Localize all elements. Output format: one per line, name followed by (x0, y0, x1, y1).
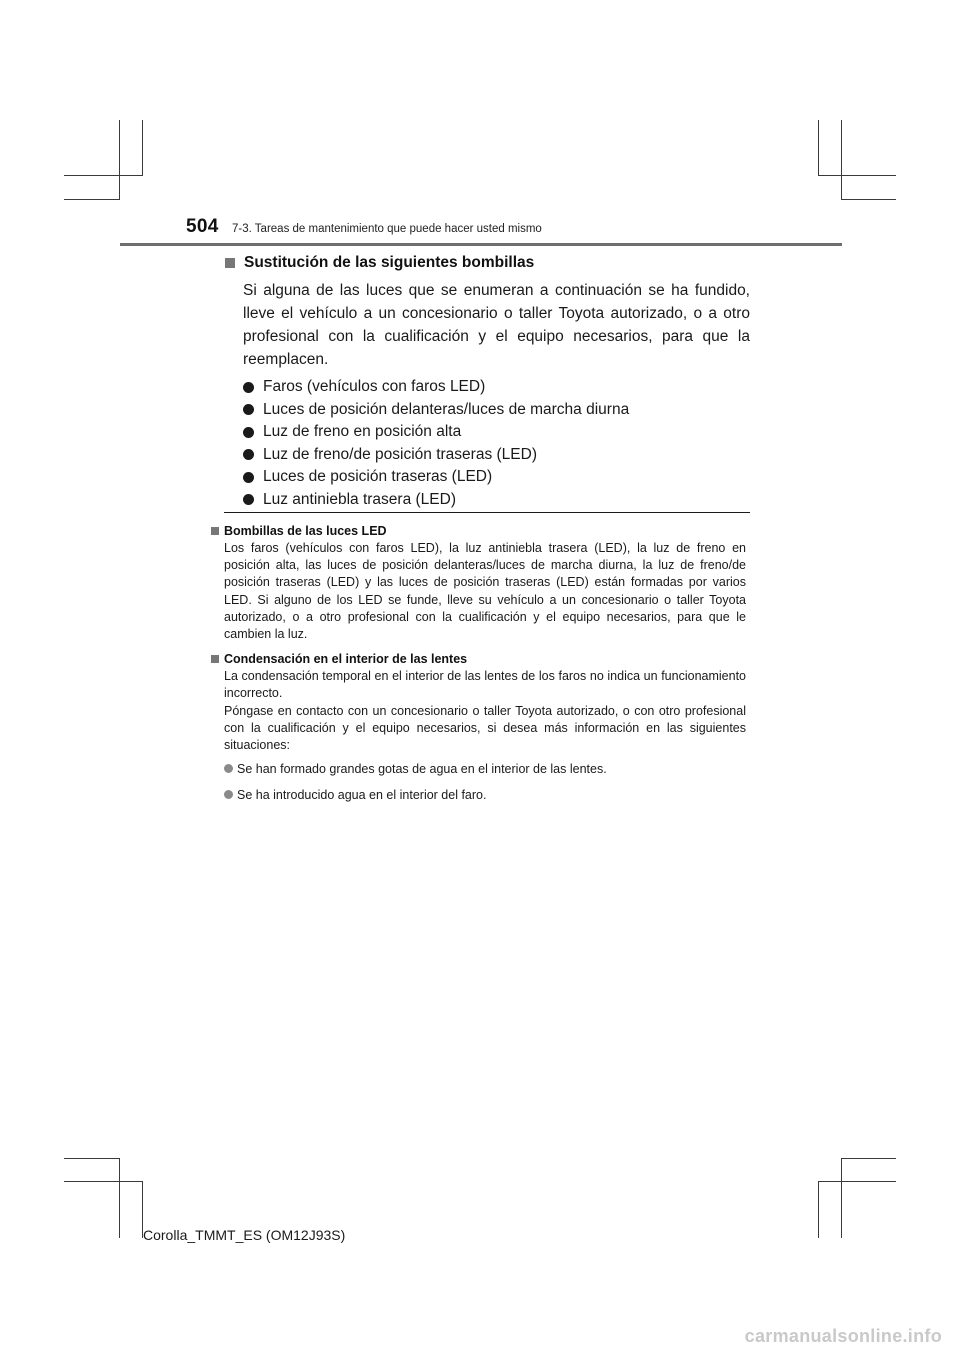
notes-divider (224, 512, 750, 513)
list-item-text: Luz de freno/de posición traseras (LED) (263, 445, 537, 463)
crop-mark (64, 1158, 120, 1159)
bullet-dot-icon (224, 790, 233, 799)
bullet-dot-icon (243, 472, 254, 483)
bullet-dot-icon (224, 764, 233, 773)
bullet-dot-icon (243, 494, 254, 505)
page-number: 504 (186, 216, 219, 237)
bullet-dot-icon (243, 449, 254, 460)
crop-mark (841, 199, 896, 200)
crop-mark (841, 120, 842, 200)
watermark: carmanualsonline.info (744, 1326, 942, 1346)
section-heading-text: Sustitución de las siguientes bombillas (244, 254, 535, 271)
note-text: Los faros (vehículos con faros LED), la luz antiniebla trasera (LED), la luz de freno en posición alta, las luces de posición delanteras/luces de marcha diurna, la luz de freno/de posición traseras (LED) y las luces de posición traseras (LED) están formadas por varios LED. Si alguno de los LED se funde, lleve su vehículo a un concesionario o taller Toyota autorizado, o a otro profesional con la cualificación y el equipo necesarios, para que le cambien la luz. (224, 541, 746, 642)
condensation-list (224, 760, 746, 803)
list-item (243, 466, 750, 489)
note-heading-text: Bombillas de las luces LED (224, 524, 387, 538)
list-item-text: Faros (vehículos con faros LED) (263, 378, 486, 396)
note-heading (210, 522, 746, 540)
note-heading-text: Condensación en el interior de las lentes (224, 652, 468, 667)
list-item-text: Luces de posición traseras (LED) (263, 468, 493, 486)
list-item (224, 786, 746, 803)
list-item-text: Se ha introducido agua en el interior del faro. (237, 787, 487, 802)
crop-mark (64, 199, 120, 200)
square-bullet-icon (211, 527, 219, 535)
crop-mark (818, 1181, 819, 1238)
note-text: Póngase en contacto con un concesionario o taller Toyota autorizado, o con otro profesional con la cualificación y el equipo necesarios, si desea más información en las siguientes situaciones: (224, 703, 746, 753)
list-item (243, 399, 750, 422)
document-id: Corolla_TMMT_ES (OM12J93S) (143, 1227, 346, 1243)
section-title: 7-3. Tareas de mantenimiento que puede hacer usted mismo (232, 223, 542, 235)
crop-mark (818, 1181, 896, 1182)
list-item (243, 489, 750, 512)
note-led (210, 522, 746, 643)
crop-mark (64, 175, 143, 176)
crop-mark (64, 1181, 143, 1182)
list-item (224, 760, 746, 777)
list-item (243, 421, 750, 444)
crop-mark (818, 120, 819, 176)
bullet-dot-icon (243, 427, 254, 438)
list-item (243, 444, 750, 467)
bullet-dot-icon (243, 404, 254, 415)
intro-paragraph: Si alguna de las luces que se enumeran a continuación se ha fundido, lleve el vehículo a un concesionario o taller Toyota autorizado, o a otro profesional con la cualificación y el equipo necesarios, para que la reemplacen. (243, 282, 750, 368)
bullet-dot-icon (243, 382, 254, 393)
list-item-text: Se han formado grandes gotas de agua en el interior de las lentes. (237, 761, 607, 776)
crop-mark (142, 120, 143, 176)
section-heading (224, 254, 750, 272)
crop-mark (119, 1158, 120, 1238)
crop-mark (818, 175, 896, 176)
crop-mark (841, 1158, 896, 1159)
note-text: La condensación temporal en el interior de las lentes de los faros no indica un funcionamiento incorrecto. (224, 669, 746, 701)
list-item (243, 376, 750, 399)
note-condensation (210, 650, 746, 803)
crop-mark (119, 120, 120, 200)
square-bullet-icon (211, 655, 219, 663)
crop-mark (841, 1158, 842, 1238)
main-section (224, 254, 750, 511)
note-heading (210, 650, 746, 668)
notes-section (210, 522, 746, 812)
list-item-text: Luz antiniebla trasera (LED) (263, 490, 456, 508)
square-bullet-icon (225, 258, 235, 268)
bulb-list (243, 376, 750, 511)
header-rule (120, 243, 842, 246)
list-item-text: Luz de freno en posición alta (263, 423, 462, 441)
list-item-text: Luces de posición delanteras/luces de marcha diurna (263, 400, 630, 418)
